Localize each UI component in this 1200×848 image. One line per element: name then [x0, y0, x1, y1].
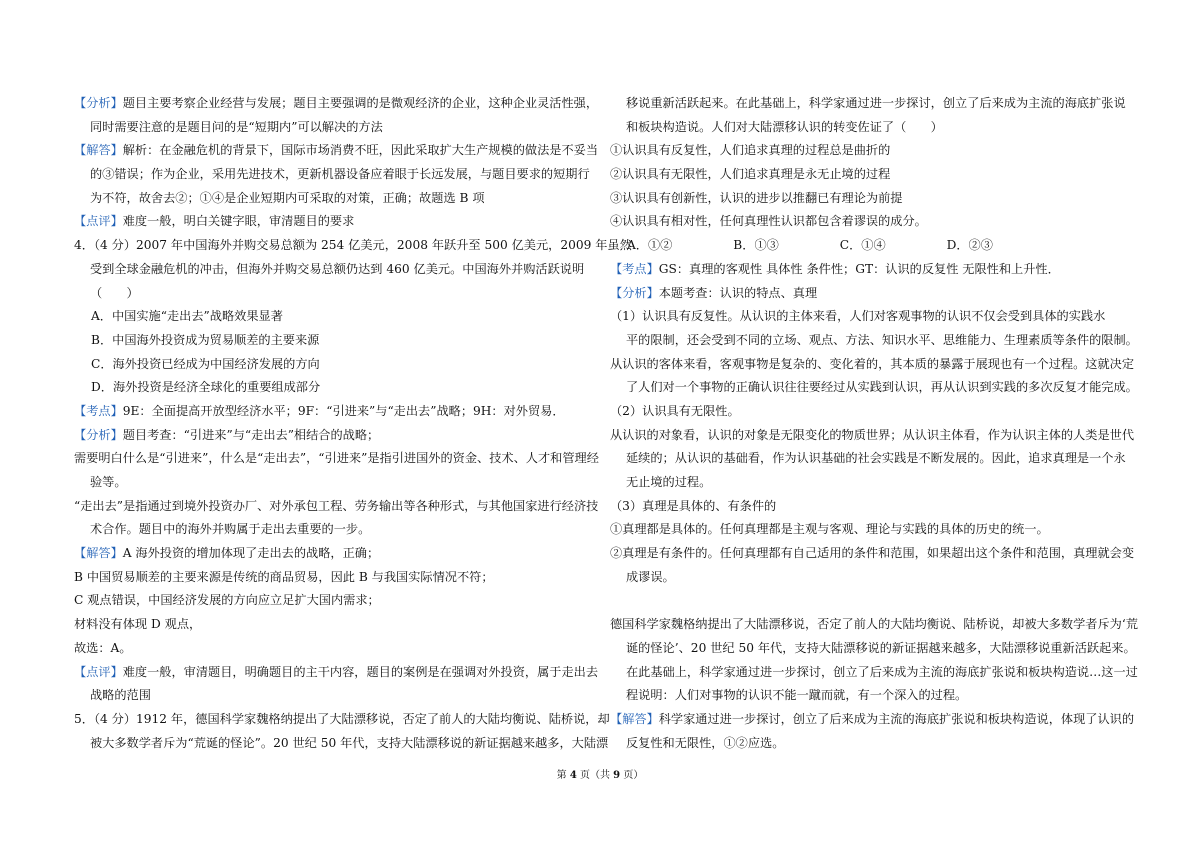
q5-item-4: ④认识具有相对性，任何真理性认识都包含着谬误的成分。	[610, 214, 927, 229]
text-line: 从认识的对象看，认识的对象是无限变化的物质世界；从认识主体看，作为认识主体的人类是世代	[610, 427, 1135, 442]
text-line: 科学家通过进一步探讨，创立了后来成为主流的海底扩张说和板块构造说，体现了认识的	[658, 711, 1135, 726]
paragraph-gap	[610, 589, 1126, 613]
right-column	[610, 92, 1138, 755]
comment-tag: 【 点评 】	[74, 665, 123, 679]
knowledge-tag: 【 考点 】	[74, 404, 123, 418]
text-line: 故选：A。	[74, 640, 132, 655]
text-line: 题目主要考察企业经营与发展；题目主要强调的是微观经济的企业，这种企业灵活性强，	[122, 96, 599, 110]
q3-comment-line	[74, 210, 592, 234]
q5-item-3: ③认识具有创新性，认识的进步以推翻已有理论为前提	[610, 190, 903, 205]
text-line: 无止境的过程。	[626, 475, 712, 489]
text-line: C 观点错误，中国经济发展的方向应立足扩大国内需求；	[74, 593, 380, 608]
q4-option-d: D．海外投资是经济全球化的重要组成部分	[91, 380, 321, 395]
q4-option-a: A．中国实施“走出去”战略效果显著	[91, 309, 283, 324]
text-line: （1）认识具有反复性。从认识的主体来看，人们对客观事物的认识不仅会受到具体的实践水	[610, 309, 1106, 324]
q5-answer-line	[610, 708, 1135, 732]
page-footer	[0, 769, 1200, 783]
q4-comment-line	[74, 661, 599, 685]
q5-item-2: ②认识具有无限性，人们追求真理是永无止境的过程	[610, 167, 891, 182]
q5-stem: 移说重新活跃起来。在此基础上，科学家通过进一步探讨，创立了后来成为主流的海底扩张说	[626, 96, 1126, 110]
text-line: 平的限制，还会受到不同的立场、观点、方法、知识水平、思维能力、生理素质等条件的限制。	[626, 332, 1138, 347]
q4-answer-line	[74, 542, 592, 566]
q5-stem: 被大多数学者斥为“荒诞的怪论”。20 世纪 50 年代，支持大陆漂移说的新证据越来越多，大陆漂	[90, 735, 609, 750]
q4-knowledge-line	[74, 400, 592, 424]
text-line: 从认识的客体来看，客观事物是复杂的、变化着的，其本质的暴露于展现也有一个过程。这就决定	[610, 356, 1135, 371]
text-line: 解析：在金融危机的背景下，国际市场消费不旺，因此采取扩大生产规模的做法是不妥当	[122, 143, 599, 158]
answer-tag: 【 解答 】	[610, 712, 659, 726]
text-line: 诞的怪论’、20 世纪 50 年代，支持大陆漂移说的新证据越来越多，大陆漂移说重新活跃起来。	[626, 640, 1136, 655]
analysis-tag: 【 分析 】	[74, 96, 123, 110]
text-line: “走出去”是指通过到境外投资办厂、对外承包工程、劳务输出等各种形式，与其他国家进行经济技	[74, 498, 599, 513]
knowledge-tag: 【 考点 】	[610, 262, 659, 276]
q5-stem: 5．（4 分）1912 年，德国科学家魏格纳提出了大陆漂移说，否定了前人的大陆均衡说、陆桥说，却	[74, 711, 610, 726]
q4-stem: 4．（4 分）2007 年中国海外并购交易总额为 254 亿美元，2008 年跃升至 500 亿美元，2009 年虽然	[74, 238, 632, 253]
footer-prefix: 第	[556, 770, 570, 781]
text-line: ①真理都是具体的。任何真理都是主观与客观、理论与实践的具体的历史的统一。	[610, 522, 1049, 537]
q4-stem: 受到全球金融危机的冲击，但海外并购交易总额仍达到 460 亿美元。中国海外并购活跃说明	[90, 261, 585, 276]
text-line: 难度一般，明白关键字眼，审清题目的要求	[122, 214, 355, 229]
q3-answer-line	[74, 139, 599, 163]
text-line: 术合作。题目中的海外并购属于走出去重要的一步。	[90, 522, 371, 537]
q5-options: A．①② B．①③ C．①④ D．②③	[627, 238, 993, 253]
text-line: 难度一般，审清题目，明确题目的主干内容，题目的案例是在强调对外投资，属于走出去	[122, 664, 599, 679]
analysis-tag: 【 分析 】	[610, 286, 659, 300]
left-column	[74, 92, 632, 755]
page-number: 4	[569, 770, 577, 781]
text-line: 延续的；从认识的基础看，作为认识基础的社会实践是不断发展的。因此，追求真理是一个永	[626, 451, 1126, 466]
text-line: 了人们对一个事物的正确认识往往要经过从实践到认识，再从认识到实践的多次反复才能完成。	[626, 380, 1138, 395]
text-line: 程说明：人们对事物的认识不能一蹴而就，有一个深入的过程。	[626, 688, 968, 703]
q5-stem: 和板块构造说。人们对大陆漂移认识的转变佐证了（ ）	[626, 119, 943, 134]
q3-analysis-line	[74, 92, 599, 116]
text-line: A 海外投资的增加体现了走出去的战略，正确；	[122, 546, 380, 561]
q5-knowledge-line	[610, 258, 1126, 282]
q4-option-c: C．海外投资已经成为中国经济发展的方向	[91, 356, 320, 371]
text-line: （2）认识具有无限性。	[610, 403, 740, 418]
text-line: 材料没有体现 D 观点，	[74, 617, 202, 632]
text-line: 在此基础上，科学家通过进一步探讨，创立了后来成为主流的海底扩张说和板块构造说…这一过	[626, 664, 1138, 679]
page-total: 9	[613, 770, 621, 781]
text-line: 成谬误。	[626, 569, 675, 584]
text-line: 9E：全面提高开放型经济水平；9F：“引进来”与“走出去”战略；9H：对外贸易．	[122, 403, 565, 418]
answer-tag: 【 解答 】	[74, 546, 123, 560]
q4-analysis-line	[74, 424, 592, 448]
text-line: B 中国贸易顺差的主要来源是传统的商品贸易，因此 B 与我国实际情况不符；	[74, 569, 494, 584]
text-line: 同时需要注意的是题目问的是“短期内”可以解决的方法	[90, 119, 383, 134]
footer-middle: 页（共	[576, 770, 614, 781]
text-line: 为不符，故舍去②；①④是企业短期内可采取的对策，正确；故题选 B 项	[90, 190, 485, 205]
text-line: （3）真理是具体的、有条件的	[610, 498, 777, 513]
q5-analysis-line	[610, 282, 1126, 306]
answer-tag: 【 解答 】	[74, 143, 123, 157]
comment-tag: 【 点评 】	[74, 214, 123, 228]
analysis-tag: 【 分析 】	[74, 428, 123, 442]
text-line: 的③错误；作为企业，采用先进技术，更新机器设备应着眼于长远发展，与题目要求的短期行	[90, 167, 590, 182]
q5-item-1: ①认识具有反复性，人们追求真理的过程总是曲折的	[610, 143, 891, 158]
text-line: 验等。	[90, 475, 127, 489]
text-line: ②真理是有条件的。任何真理都有自己适用的条件和范围，如果超出这个条件和范围，真理就会变	[610, 546, 1135, 561]
text-line: 反复性和无限性，①②应选。	[626, 735, 785, 750]
text-line: 题目考查：“引进来”与“走出去”相结合的战略；	[122, 427, 380, 442]
text-line: 德国科学家魏格纳提出了大陆漂移说，否定了前人的大陆均衡说、陆桥说，却被大多数学者斥为‘荒	[610, 617, 1138, 632]
q4-option-b: B．中国海外投资成为贸易顺差的主要来源	[91, 332, 320, 347]
text-line: 需要明白什么是“引进来”，什么是“走出去”，“引进来”是指引进国外的资金、技术、人才和管理经	[74, 451, 599, 466]
text-line: 本题考查：认识的特点、真理	[658, 285, 818, 300]
footer-suffix: 页）	[620, 770, 644, 781]
text-line: 战略的范围	[90, 688, 151, 703]
q4-stem-blank: （ ）	[90, 285, 139, 300]
text-line: GS：真理的客观性 具体性 条件性；GT：认识的反复性 无限性和上升性．	[658, 261, 1060, 276]
